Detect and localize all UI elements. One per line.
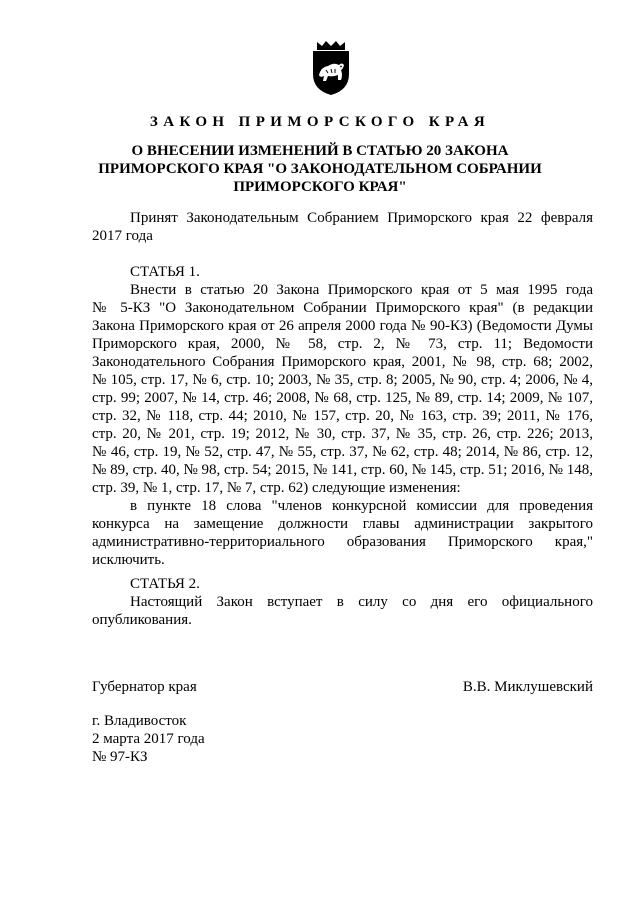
article-1-line: № 105, стр. 17, № 6, стр. 10; 2003, № 35, стр. 8; 2005, № 90, стр. 4; 2006, № 4,: [92, 372, 593, 388]
place-date-block: [92, 712, 205, 766]
adoption-line: 2017 года: [92, 228, 153, 244]
signatory-name: В.В. Миклушевский: [462, 679, 593, 695]
amendment-line: административно-территориального образования Приморского края,": [92, 534, 593, 550]
amendment-line: конкурса на замещение должности главы администрации закрытого: [92, 516, 593, 532]
law-title-line: ПРИМОРСКОГО КРАЯ": [233, 179, 407, 195]
article-1-line: стр. 99; 2007, № 14, стр. 46; 2008, № 68, стр. 125, № 89, стр. 14; 2009, № 107,: [92, 390, 593, 406]
article-2-body: [92, 593, 593, 629]
article-2-line: опубликования.: [92, 612, 192, 628]
article-1-line: Законодательного Собрания Приморского края, 2001, № 98, стр. 68; 2002,: [92, 354, 593, 370]
signing-date: 2 марта 2017 года: [92, 731, 205, 747]
article-1-line: № 46, стр. 19, № 52, стр. 47, № 55, стр. 37, № 62, стр. 48; 2014, № 86, стр. 12,: [92, 444, 593, 460]
law-number: № 97-КЗ: [92, 749, 148, 765]
article-1-line: Закона Приморского края от 26 апреля 2000 года № 90-КЗ) (Ведомости Думы: [92, 318, 593, 334]
article-1-line: стр. 20, № 201, стр. 19; 2012, № 30, стр. 37, № 35, стр. 26, стр. 226; 2013,: [92, 426, 593, 442]
article-2-line: Настоящий Закон вступает в силу со дня его официального: [130, 594, 593, 610]
coat-of-arms-icon: [308, 40, 354, 96]
article-1-line: № 5-КЗ "О Законодательном Собрании Приморского края" (в редакции: [92, 300, 593, 316]
adoption-paragraph: [92, 209, 593, 245]
signatory-position: Губернатор края: [92, 679, 197, 695]
adoption-line: Принят Законодательным Собранием Приморского края 22 февраля: [130, 210, 593, 226]
article-2-heading: СТАТЬЯ 2.: [130, 576, 200, 592]
law-title-line: ПРИМОРСКОГО КРАЯ "О ЗАКОНОДАТЕЛЬНОМ СОБРАНИИ: [98, 161, 542, 177]
article-1-line: Приморского края, 2000, № 58, стр. 2, № 73, стр. 11; Ведомости: [92, 336, 593, 352]
law-heading: ЗАКОН ПРИМОРСКОГО КРАЯ: [149, 114, 491, 130]
article-1-line: Внести в статью 20 Закона Приморского края от 5 мая 1995 года: [130, 282, 593, 298]
article-1-line: стр. 39, № 1, стр. 17, № 7, стр. 62) следующие изменения:: [92, 480, 461, 496]
city: г. Владивосток: [92, 713, 187, 729]
law-title: [0, 142, 640, 196]
article-1-heading: СТАТЬЯ 1.: [130, 264, 200, 280]
article-1-line: № 89, стр. 40, № 98, стр. 54; 2015, № 141, стр. 60, № 145, стр. 51; 2016, № 148,: [92, 462, 593, 478]
law-title-line: О ВНЕСЕНИИ ИЗМЕНЕНИЙ В СТАТЬЮ 20 ЗАКОНА: [131, 143, 509, 159]
article-1-body: [92, 281, 593, 569]
article-1-line: стр. 32, № 118, стр. 44; 2010, № 157, стр. 20, № 163, стр. 39; 2011, № 176,: [92, 408, 593, 424]
amendment-line: исключить.: [92, 552, 165, 568]
amendment-line: в пункте 18 слова "членов конкурсной комиссии для проведения: [130, 498, 593, 514]
